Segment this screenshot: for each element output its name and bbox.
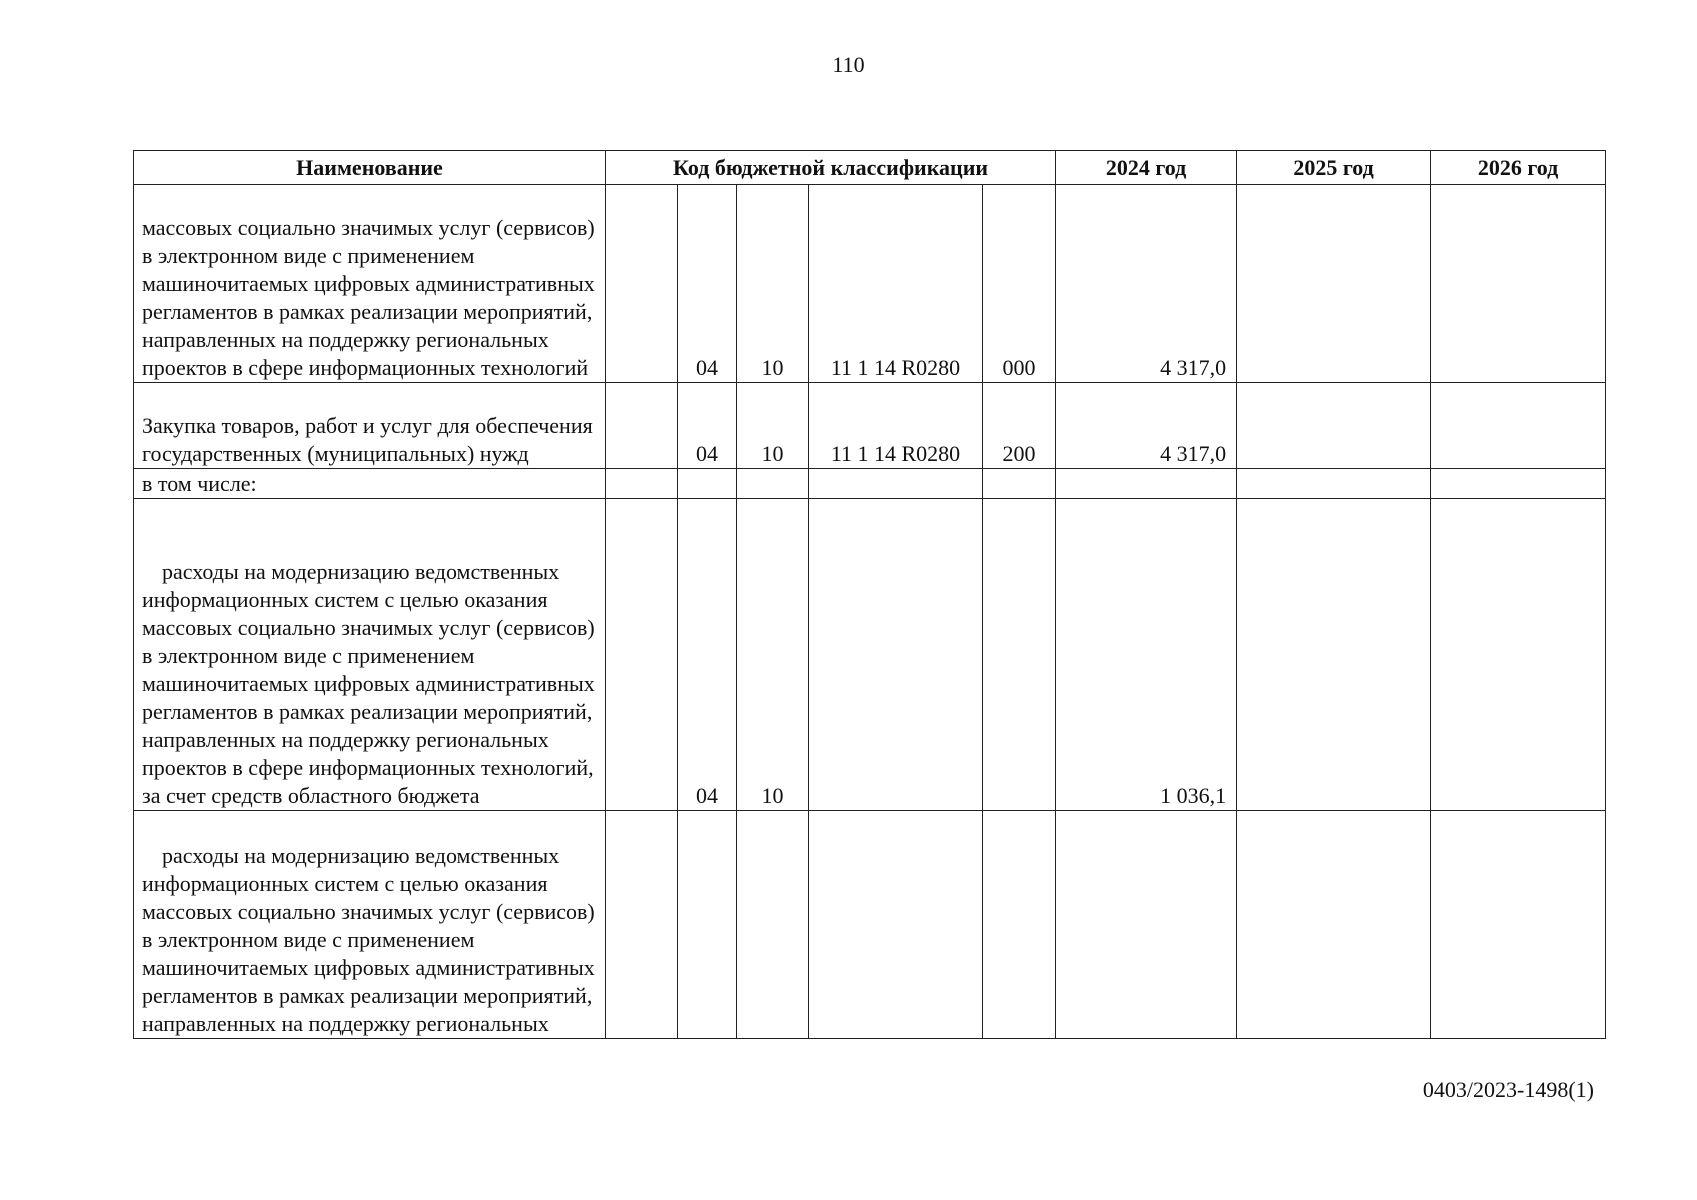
code-col-1 (606, 383, 678, 469)
row-name (134, 811, 606, 1039)
table-header-row (134, 151, 1606, 185)
value-2024: 4 317,0 (1056, 383, 1237, 469)
code-col-1 (606, 185, 678, 383)
budget-table (133, 150, 1606, 1039)
header-name: Наименование (134, 151, 606, 185)
code-section: 04 (678, 185, 737, 383)
row-name: Закупка товаров, работ и услуг для обеспечения государственных (муниципальных) нужд (134, 383, 606, 469)
value-2026 (1431, 499, 1606, 811)
code-section: 04 (678, 499, 737, 811)
value-2026 (1431, 811, 1606, 1039)
value-2025 (1237, 499, 1431, 811)
code-section (678, 811, 737, 1039)
code-subsection (737, 811, 809, 1039)
table-row (134, 811, 1606, 1039)
row-name (134, 499, 606, 811)
row-name-text: расходы на модернизацию ведомственных информационных систем с целью оказания массовых социально значимых услуг (сервисов) в электронном виде с применением машиночитаемых цифровых административных регламентов в рамках реализации мероприятий, направленных на поддержку региональных (142, 843, 595, 1036)
value-2024: 4 317,0 (1056, 185, 1237, 383)
value-2025 (1237, 811, 1431, 1039)
code-section: 04 (678, 383, 737, 469)
code-target-article (809, 469, 983, 499)
value-2025 (1237, 469, 1431, 499)
code-target-article (809, 499, 983, 811)
table-row (134, 499, 1606, 811)
code-target-article: 11 1 14 R0280 (809, 185, 983, 383)
header-2026: 2026 год (1431, 151, 1606, 185)
table-row (134, 469, 1606, 499)
value-2024 (1056, 811, 1237, 1039)
code-subsection (737, 469, 809, 499)
code-col-1 (606, 499, 678, 811)
code-col-1 (606, 469, 678, 499)
code-subsection: 10 (737, 185, 809, 383)
code-target-article: 11 1 14 R0280 (809, 383, 983, 469)
code-section (678, 469, 737, 499)
code-target-article (809, 811, 983, 1039)
code-col-1 (606, 811, 678, 1039)
code-expense-type (983, 499, 1056, 811)
table-row (134, 383, 1606, 469)
row-name-text: расходы на модернизацию ведомственных информационных систем с целью оказания массовых социально значимых услуг (сервисов) в электронном виде с применением машиночитаемых цифровых административных регламентов в рамках реализации мероприятий, направленных на поддержку региональных проектов в сфере информационных технологий, за счет средств областного бюджета (142, 559, 595, 808)
code-expense-type: 200 (983, 383, 1056, 469)
code-subsection: 10 (737, 499, 809, 811)
table-row (134, 185, 1606, 383)
value-2026 (1431, 383, 1606, 469)
value-2024 (1056, 469, 1237, 499)
code-expense-type (983, 811, 1056, 1039)
value-2025 (1237, 185, 1431, 383)
row-name: в том числе: (134, 469, 606, 499)
value-2025 (1237, 383, 1431, 469)
header-2025: 2025 год (1237, 151, 1431, 185)
value-2024: 1 036,1 (1056, 499, 1237, 811)
code-expense-type (983, 469, 1056, 499)
document-registration-code: 0403/2023-1498(1) (1422, 1077, 1594, 1102)
row-name: массовых социально значимых услуг (сервисов) в электронном виде с применением машиночитаемых цифровых административных регламентов в рамках реализации мероприятий, направленных на поддержку региональных проектов в сфере информационных технологий (134, 185, 606, 383)
value-2026 (1431, 469, 1606, 499)
page-number: 110 (832, 52, 865, 77)
value-2026 (1431, 185, 1606, 383)
header-2024: 2024 год (1056, 151, 1237, 185)
code-expense-type: 000 (983, 185, 1056, 383)
code-subsection: 10 (737, 383, 809, 469)
header-budget-code: Код бюджетной классификации (606, 151, 1056, 185)
